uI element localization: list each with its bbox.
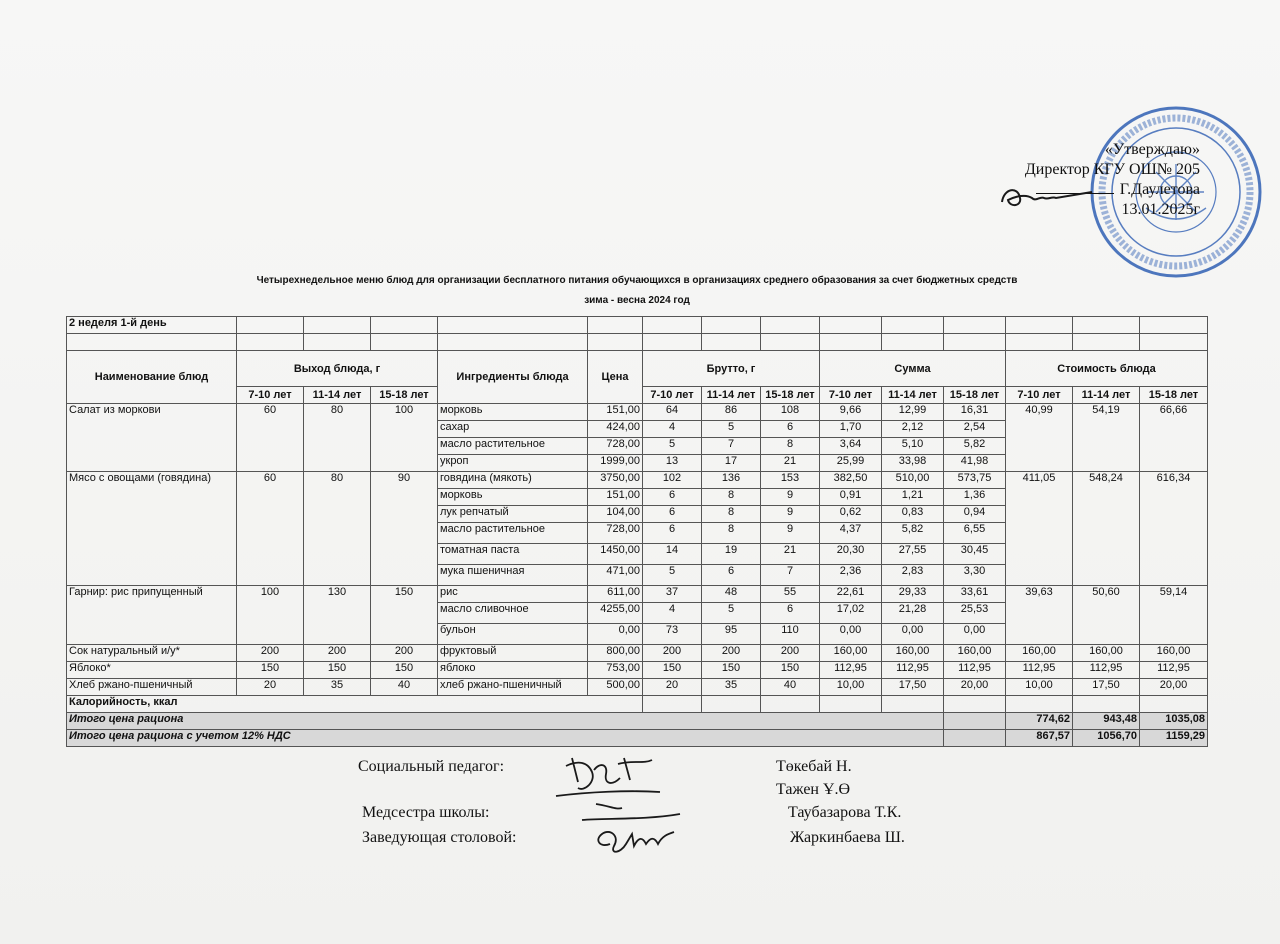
sum-value-3: 2,54 — [944, 421, 1006, 438]
brutto-value-2: 200 — [702, 645, 761, 662]
brutto-value-3: 9 — [761, 506, 820, 523]
ingredient-row — [67, 472, 1208, 489]
ingredient-price: 0,00 — [588, 624, 643, 645]
brutto-value-2: 8 — [702, 489, 761, 506]
header-cost: Стоимость блюда — [1006, 351, 1208, 387]
document-subtitle: зима - весна 2024 год — [584, 295, 690, 306]
dish-cost-2: 54,19 — [1073, 404, 1140, 472]
social-pedagogue-label: Социальный педагог: — [358, 758, 505, 775]
dish-output-1: 100 — [237, 586, 304, 645]
dish-cost-3: 66,66 — [1140, 404, 1208, 472]
header-output-age-7-10: 7-10 лет — [237, 387, 304, 404]
sum-value-1: 1,70 — [820, 421, 882, 438]
ingredient-name: лук репчатый — [438, 506, 588, 523]
brutto-value-1: 64 — [643, 404, 702, 421]
dish-cost-1: 112,95 — [1006, 662, 1073, 679]
brutto-value-3: 9 — [761, 523, 820, 544]
ingredient-price: 424,00 — [588, 421, 643, 438]
dish-output-1: 20 — [237, 679, 304, 696]
calories-row — [67, 696, 1208, 713]
calories-cell — [820, 696, 882, 713]
brutto-value-1: 150 — [643, 662, 702, 679]
sum-value-1: 20,30 — [820, 544, 882, 565]
canteen-head-name: Жаркинбаева Ш. — [790, 829, 905, 846]
header-sum-age-15-18: 15-18 лет — [944, 387, 1006, 404]
header-row-1 — [67, 351, 1208, 387]
ingredient-name: фруктовый — [438, 645, 588, 662]
ingredient-row — [67, 679, 1208, 696]
menu-table — [66, 316, 1208, 747]
total-vat-row — [67, 730, 1208, 747]
brutto-value-1: 4 — [643, 603, 702, 624]
social-pedagogue-name-2: Тажен Ұ.Ө — [776, 781, 851, 798]
brutto-value-3: 6 — [761, 603, 820, 624]
sum-value-3: 573,75 — [944, 472, 1006, 489]
ingredient-price: 728,00 — [588, 438, 643, 455]
sum-value-2: 27,55 — [882, 544, 944, 565]
ingredient-name: яблоко — [438, 662, 588, 679]
brutto-value-2: 6 — [702, 565, 761, 586]
week-day-label: 2 неделя 1-й день — [67, 317, 237, 334]
brutto-value-3: 150 — [761, 662, 820, 679]
sum-value-1: 160,00 — [820, 645, 882, 662]
sum-value-2: 0,00 — [882, 624, 944, 645]
dish-output-2: 130 — [304, 586, 371, 645]
dish-cost-2: 112,95 — [1073, 662, 1140, 679]
sum-value-1: 4,37 — [820, 523, 882, 544]
ingredient-name: масло растительное — [438, 438, 588, 455]
brutto-value-2: 17 — [702, 455, 761, 472]
calories-cell — [1073, 696, 1140, 713]
ingredient-price: 500,00 — [588, 679, 643, 696]
sum-value-1: 10,00 — [820, 679, 882, 696]
dish-cost-3: 112,95 — [1140, 662, 1208, 679]
calories-cell — [1140, 696, 1208, 713]
sum-value-1: 0,00 — [820, 624, 882, 645]
calories-label: Калорийность, ккал — [67, 696, 643, 713]
calories-cell — [944, 696, 1006, 713]
ingredient-price: 800,00 — [588, 645, 643, 662]
ingredient-name: морковь — [438, 489, 588, 506]
brutto-value-1: 20 — [643, 679, 702, 696]
ingredient-row — [67, 586, 1208, 603]
brutto-value-2: 35 — [702, 679, 761, 696]
sum-value-3: 25,53 — [944, 603, 1006, 624]
ingredient-price: 104,00 — [588, 506, 643, 523]
header-brutto-age-7-10: 7-10 лет — [643, 387, 702, 404]
brutto-value-3: 40 — [761, 679, 820, 696]
approval-director-name: Г.Даулетова — [1119, 181, 1200, 198]
dish-name: Мясо с овощами (говядина) — [67, 472, 237, 586]
sum-value-2: 17,50 — [882, 679, 944, 696]
dish-output-3: 150 — [371, 662, 438, 679]
dish-name: Яблоко* — [67, 662, 237, 679]
total-row-value-3: 1035,08 — [1140, 713, 1208, 730]
ingredient-name: масло растительное — [438, 523, 588, 544]
sum-value-1: 9,66 — [820, 404, 882, 421]
header-dish-name: Наименование блюд — [67, 351, 237, 404]
sum-value-3: 112,95 — [944, 662, 1006, 679]
calories-cell — [761, 696, 820, 713]
sum-value-3: 20,00 — [944, 679, 1006, 696]
header-cost-age-11-14: 11-14 лет — [1073, 387, 1140, 404]
sum-value-3: 30,45 — [944, 544, 1006, 565]
brutto-value-1: 6 — [643, 523, 702, 544]
brutto-value-2: 136 — [702, 472, 761, 489]
canteen-head-signature — [580, 814, 690, 860]
dish-output-3: 40 — [371, 679, 438, 696]
dish-cost-2: 50,60 — [1073, 586, 1140, 645]
brutto-value-1: 5 — [643, 565, 702, 586]
brutto-value-1: 73 — [643, 624, 702, 645]
brutto-value-3: 8 — [761, 438, 820, 455]
ingredient-row — [67, 645, 1208, 662]
dish-cost-1: 40,99 — [1006, 404, 1073, 472]
brutto-value-1: 14 — [643, 544, 702, 565]
ingredient-name: масло сливочное — [438, 603, 588, 624]
dish-output-1: 60 — [237, 404, 304, 472]
brutto-value-1: 37 — [643, 586, 702, 603]
dish-cost-1: 10,00 — [1006, 679, 1073, 696]
sum-value-2: 5,10 — [882, 438, 944, 455]
header-brutto-age-15-18: 15-18 лет — [761, 387, 820, 404]
ingredient-price: 151,00 — [588, 489, 643, 506]
brutto-value-1: 13 — [643, 455, 702, 472]
dish-name: Сок натуральный и/у* — [67, 645, 237, 662]
brutto-value-2: 5 — [702, 603, 761, 624]
school-nurse-name: Таубазарова Т.К. — [788, 804, 902, 821]
ingredient-price: 471,00 — [588, 565, 643, 586]
brutto-value-3: 21 — [761, 455, 820, 472]
ingredient-name: рис — [438, 586, 588, 603]
dish-output-2: 35 — [304, 679, 371, 696]
calories-cell — [643, 696, 702, 713]
sum-value-2: 33,98 — [882, 455, 944, 472]
sum-value-3: 160,00 — [944, 645, 1006, 662]
sum-value-1: 3,64 — [820, 438, 882, 455]
director-signature — [996, 174, 1096, 214]
ingredient-price: 1450,00 — [588, 544, 643, 565]
ingredient-name: бульон — [438, 624, 588, 645]
brutto-value-2: 48 — [702, 586, 761, 603]
dish-cost-1: 160,00 — [1006, 645, 1073, 662]
total-row-value-2: 943,48 — [1073, 713, 1140, 730]
dish-cost-2: 17,50 — [1073, 679, 1140, 696]
sum-value-1: 0,91 — [820, 489, 882, 506]
ingredient-name: морковь — [438, 404, 588, 421]
brutto-value-1: 102 — [643, 472, 702, 489]
ingredient-name: укроп — [438, 455, 588, 472]
calories-cell — [1006, 696, 1073, 713]
header-cost-age-7-10: 7-10 лет — [1006, 387, 1073, 404]
dish-output-2: 80 — [304, 472, 371, 586]
brutto-value-2: 19 — [702, 544, 761, 565]
sum-value-3: 16,31 — [944, 404, 1006, 421]
brutto-value-3: 55 — [761, 586, 820, 603]
sum-value-2: 5,82 — [882, 523, 944, 544]
total-vat-row-value-3: 1159,29 — [1140, 730, 1208, 747]
sum-value-3: 0,94 — [944, 506, 1006, 523]
sum-value-2: 1,21 — [882, 489, 944, 506]
brutto-value-2: 5 — [702, 421, 761, 438]
sum-value-2: 160,00 — [882, 645, 944, 662]
dish-output-3: 100 — [371, 404, 438, 472]
brutto-value-2: 150 — [702, 662, 761, 679]
sum-value-1: 22,61 — [820, 586, 882, 603]
dish-cost-1: 411,05 — [1006, 472, 1073, 586]
sum-value-2: 21,28 — [882, 603, 944, 624]
brutto-value-3: 21 — [761, 544, 820, 565]
sum-value-2: 510,00 — [882, 472, 944, 489]
sum-value-3: 41,98 — [944, 455, 1006, 472]
total-vat-row-value-2: 1056,70 — [1073, 730, 1140, 747]
dish-cost-3: 160,00 — [1140, 645, 1208, 662]
total-row-label: Итого цена рациона — [67, 713, 944, 730]
dish-output-1: 60 — [237, 472, 304, 586]
brutto-value-1: 200 — [643, 645, 702, 662]
brutto-value-3: 6 — [761, 421, 820, 438]
brutto-value-3: 110 — [761, 624, 820, 645]
header-output-age-11-14: 11-14 лет — [304, 387, 371, 404]
total-vat-row-label: Итого цена рациона с учетом 12% НДС — [67, 730, 944, 747]
approval-position: Директор КГУ ОШ№ 205 — [1024, 161, 1200, 178]
dish-cost-3: 616,34 — [1140, 472, 1208, 586]
approval-date: 13.01.2025г — [1121, 201, 1200, 218]
ingredient-row — [67, 662, 1208, 679]
dish-cost-3: 20,00 — [1140, 679, 1208, 696]
dish-output-1: 200 — [237, 645, 304, 662]
sum-value-3: 3,30 — [944, 565, 1006, 586]
sum-value-3: 0,00 — [944, 624, 1006, 645]
header-ingredients: Ингредиенты блюда — [438, 351, 588, 404]
header-brutto: Брутто, г — [643, 351, 820, 387]
dish-output-3: 200 — [371, 645, 438, 662]
brutto-value-2: 7 — [702, 438, 761, 455]
brutto-value-2: 95 — [702, 624, 761, 645]
ingredient-price: 728,00 — [588, 523, 643, 544]
brutto-value-3: 108 — [761, 404, 820, 421]
header-cost-age-15-18: 15-18 лет — [1140, 387, 1208, 404]
sum-value-3: 33,61 — [944, 586, 1006, 603]
social-pedagogue-signature — [548, 752, 668, 802]
sum-value-3: 1,36 — [944, 489, 1006, 506]
sum-value-1: 0,62 — [820, 506, 882, 523]
dish-name: Салат из моркови — [67, 404, 237, 472]
calories-cell — [882, 696, 944, 713]
document-title: Четырехнедельное меню блюд для организации бесплатного питания обучающихся в организациях среднего образования за счет бюджетных средств — [256, 275, 1018, 286]
dish-cost-3: 59,14 — [1140, 586, 1208, 645]
sum-value-2: 112,95 — [882, 662, 944, 679]
ingredient-name: говядина (мякоть) — [438, 472, 588, 489]
ingredient-price: 3750,00 — [588, 472, 643, 489]
sum-value-1: 2,36 — [820, 565, 882, 586]
total-row-value-1: 774,62 — [1006, 713, 1073, 730]
ingredient-price: 611,00 — [588, 586, 643, 603]
header-brutto-age-11-14: 11-14 лет — [702, 387, 761, 404]
ingredient-price: 1999,00 — [588, 455, 643, 472]
approval-heading: «Утверждаю» — [1104, 141, 1200, 158]
sum-value-2: 29,33 — [882, 586, 944, 603]
ingredient-name: мука пшеничная — [438, 565, 588, 586]
brutto-value-2: 8 — [702, 506, 761, 523]
sum-value-2: 12,99 — [882, 404, 944, 421]
header-output-age-15-18: 15-18 лет — [371, 387, 438, 404]
ingredient-name: хлеб ржано-пшеничный — [438, 679, 588, 696]
brutto-value-2: 86 — [702, 404, 761, 421]
week-day-row — [67, 317, 1208, 334]
dish-output-3: 150 — [371, 586, 438, 645]
ingredient-row — [67, 404, 1208, 421]
total-row-blank — [944, 713, 1006, 730]
dish-cost-2: 160,00 — [1073, 645, 1140, 662]
sum-value-3: 6,55 — [944, 523, 1006, 544]
dish-output-2: 150 — [304, 662, 371, 679]
dish-output-3: 90 — [371, 472, 438, 586]
sum-value-2: 2,12 — [882, 421, 944, 438]
dish-name: Гарнир: рис припущенный — [67, 586, 237, 645]
brutto-value-3: 7 — [761, 565, 820, 586]
sum-value-3: 5,82 — [944, 438, 1006, 455]
sum-value-2: 2,83 — [882, 565, 944, 586]
brutto-value-1: 6 — [643, 489, 702, 506]
brutto-value-3: 153 — [761, 472, 820, 489]
calories-cell — [702, 696, 761, 713]
dish-name: Хлеб ржано-пшеничный — [67, 679, 237, 696]
spacer-row — [67, 334, 1208, 351]
header-price: Цена — [588, 351, 643, 404]
ingredient-price: 4255,00 — [588, 603, 643, 624]
total-vat-row-blank — [944, 730, 1006, 747]
ingredient-name: сахар — [438, 421, 588, 438]
header-sum-age-11-14: 11-14 лет — [882, 387, 944, 404]
ingredient-name: томатная паста — [438, 544, 588, 565]
brutto-value-3: 9 — [761, 489, 820, 506]
school-nurse-label: Медсестра школы: — [362, 804, 490, 821]
total-row — [67, 713, 1208, 730]
ingredient-price: 753,00 — [588, 662, 643, 679]
dish-output-2: 200 — [304, 645, 371, 662]
header-sum-age-7-10: 7-10 лет — [820, 387, 882, 404]
dish-output-1: 150 — [237, 662, 304, 679]
brutto-value-3: 200 — [761, 645, 820, 662]
brutto-value-2: 8 — [702, 523, 761, 544]
canteen-head-label: Заведующая столовой: — [362, 829, 517, 846]
header-output: Выход блюда, г — [237, 351, 438, 387]
brutto-value-1: 6 — [643, 506, 702, 523]
dish-output-2: 80 — [304, 404, 371, 472]
ingredient-price: 151,00 — [588, 404, 643, 421]
social-pedagogue-name-1: Төкебай Н. — [776, 758, 852, 775]
sum-value-1: 17,02 — [820, 603, 882, 624]
dish-cost-2: 548,24 — [1073, 472, 1140, 586]
brutto-value-1: 4 — [643, 421, 702, 438]
brutto-value-1: 5 — [643, 438, 702, 455]
dish-cost-1: 39,63 — [1006, 586, 1073, 645]
sum-value-1: 25,99 — [820, 455, 882, 472]
header-sum: Сумма — [820, 351, 1006, 387]
sum-value-1: 382,50 — [820, 472, 882, 489]
total-vat-row-value-1: 867,57 — [1006, 730, 1073, 747]
sum-value-2: 0,83 — [882, 506, 944, 523]
sum-value-1: 112,95 — [820, 662, 882, 679]
